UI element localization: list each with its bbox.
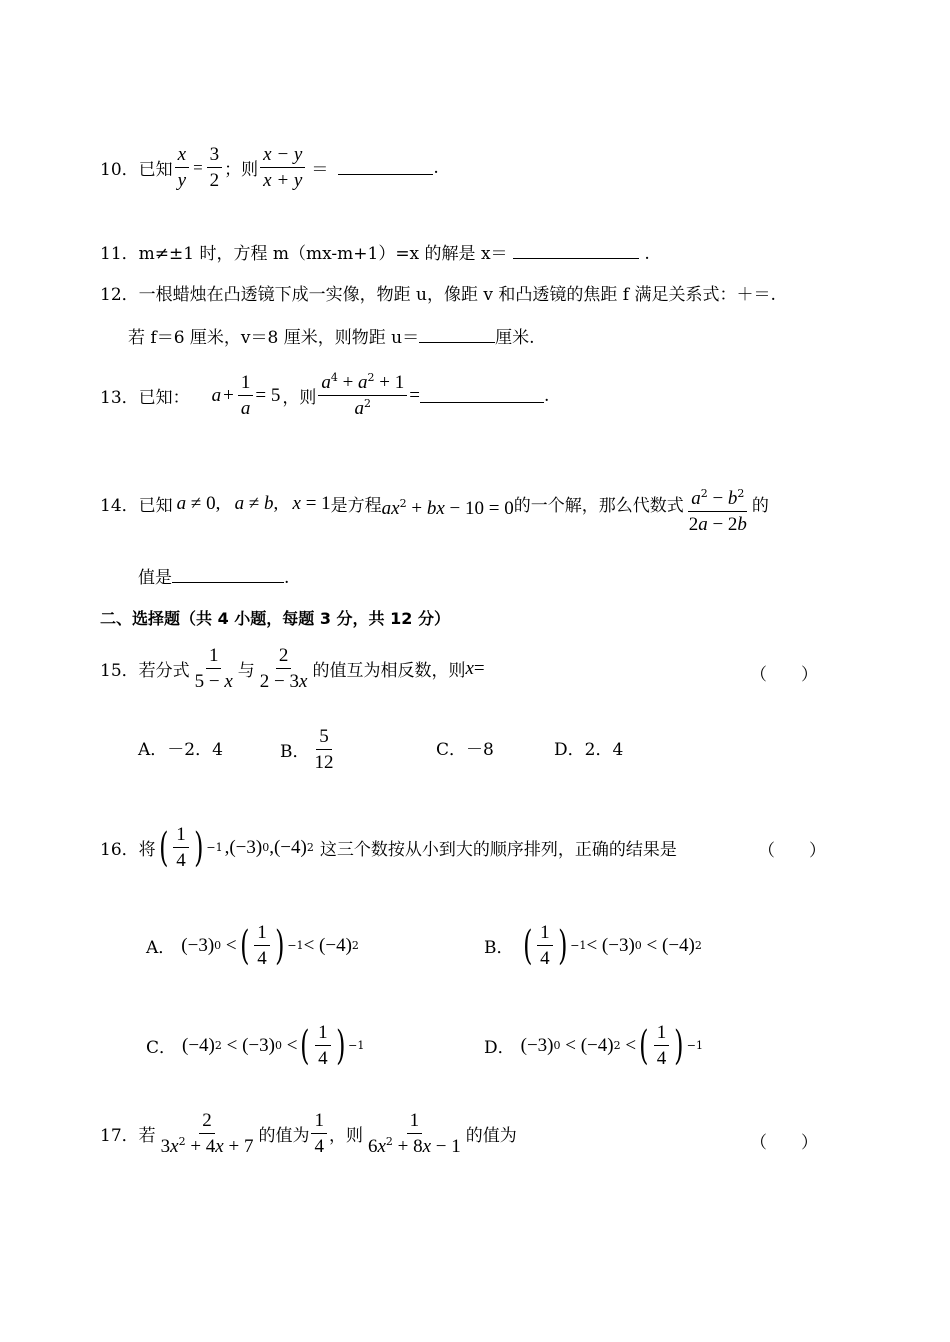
q11-text: 11．m≠±1 时，方程 m（mx-m+1）=x 的解是 x＝ <box>100 244 508 264</box>
q16-option-a[interactable]: A． (−3) 0 < ( $\frac{1}{4}$ ) −1 < (−4) 2 <box>146 922 359 969</box>
q15-option-b-frac: $\frac{5}{12}$ <box>314 726 334 773</box>
q16-answer-bracket[interactable]: （ ） <box>758 841 826 861</box>
q15-option-c[interactable]: C．－8 <box>436 740 494 760</box>
q15-frac-2: $\frac{2}{2 - 3x}$ <box>259 645 308 692</box>
question-12-line2: 若 f＝6 厘米，v＝8 厘米，则物距 u＝ 厘米. <box>128 328 535 348</box>
q14-frac-expression: $\frac{a^2 - b^2}{2a - 2b}$ <box>688 487 747 535</box>
q17-frac-1: $\frac{2}{3x^2 + 4x + 7}$ <box>160 1110 254 1157</box>
q12-line1-text: 12．一根蜡烛在凸透镜下成一实像，物距 u，像距 v 和凸透镜的焦距 f 满足关系式：＋＝. <box>100 285 776 305</box>
q16-option-c[interactable]: C． (−4) 2 < (−3) 0 < ( $\frac{1}{4}$ ) −1 <box>146 1022 365 1069</box>
question-14-line2: 值是 . <box>138 568 290 588</box>
question-13: 13． 已知： a + $\frac{1}{a}$ = 5 ，则 $\frac{a^4 + a^2 + 1}{a^2}$ = . <box>100 371 550 419</box>
q17-frac-quarter: $\frac{1}{4}$ <box>311 1110 327 1158</box>
q11-answer-blank[interactable] <box>513 244 639 259</box>
q10-equals: ＝ <box>311 160 329 181</box>
q15-option-a[interactable]: A．－2．4 <box>138 740 223 760</box>
q13-frac-1-over-a: $\frac{1}{a}$ <box>238 372 254 420</box>
q10-answer-blank[interactable] <box>338 160 433 175</box>
q14-answer-blank[interactable] <box>172 568 284 583</box>
q12-answer-blank[interactable] <box>419 328 495 343</box>
q15-option-d[interactable]: D．2．4 <box>554 740 624 760</box>
question-10: 10． 已知 $\frac{x}{y}$ = $\frac{3}{2}$ ；则 $\frac{x - y}{x + y}$ ＝ . <box>100 144 439 191</box>
q17-answer-bracket[interactable]: （ ） <box>750 1133 818 1153</box>
q16-option-d[interactable]: D． (−3) 0 < (−4) 2 < ( $\frac{1}{4}$ ) −1 <box>484 1022 704 1069</box>
question-17: 17． 若 $\frac{2}{3x^2 + 4x + 7}$ 的值为 $\frac{1}{4}$ ，则 $\frac{1}{6x^2 + 8x - 1}$ 的值为 <box>100 1110 517 1157</box>
q13-answer-blank[interactable] <box>420 388 544 403</box>
question-16: 16． 将 ( $\frac{1}{4}$ ) −1 ,(−3) 0 ,(−4) 2 这三个数按从小到大的顺序排列，正确的结果是 <box>100 824 677 871</box>
question-14: 14． 已知 a ≠ 0, a ≠ b , x = 1 是方程 $ax^2$ + bx − 10 = 0 的一个解，那么代数式 $\frac{a^2 - b^2}{2a - 2b}$ 的 <box>100 487 769 535</box>
q13-lead: 已知： <box>138 388 190 409</box>
q15-frac-1: $\frac{1}{5 - x}$ <box>194 645 233 692</box>
q10-frac-expression: $\frac{x - y}{x + y}$ <box>260 144 305 192</box>
question-11: 11．m≠±1 时，方程 m（mx-m+1）=x 的解是 x＝ . <box>100 244 650 264</box>
q16-option-b[interactable]: B． ( $\frac{1}{4}$ ) −1 < (−3) 0 < (−4) 2 <box>484 922 702 969</box>
q10-frac-3-over-2: $\frac{3}{2}$ <box>207 144 223 192</box>
question-15: 15． 若分式 $\frac{1}{5 - x}$ 与 $\frac{2}{2 - 3x}$ 的值互为相反数，则 x = <box>100 645 485 692</box>
q10-sep: ；则 <box>224 160 259 181</box>
q15-answer-bracket[interactable]: （ ） <box>750 665 818 685</box>
section-title: 二、选择题（共 4 小题，每题 3 分，共 12 分） <box>100 609 450 628</box>
q12-line2-text: 若 f＝6 厘米，v＝8 厘米，则物距 u＝ <box>128 328 420 348</box>
q17-frac-2: $\frac{1}{6x^2 + 8x - 1}$ <box>367 1110 461 1157</box>
q10-lead: 已知 <box>138 160 173 181</box>
q15-option-b[interactable]: B． $\frac{5}{12}$ <box>280 726 339 774</box>
question-12-line1 <box>100 280 776 305</box>
q13-frac-expression: $\frac{a^4 + a^2 + 1}{a^2}$ <box>318 372 407 420</box>
q10-number: 10． <box>100 160 139 181</box>
q10-frac-x-over-y: $\frac{x}{y}$ <box>175 144 189 192</box>
